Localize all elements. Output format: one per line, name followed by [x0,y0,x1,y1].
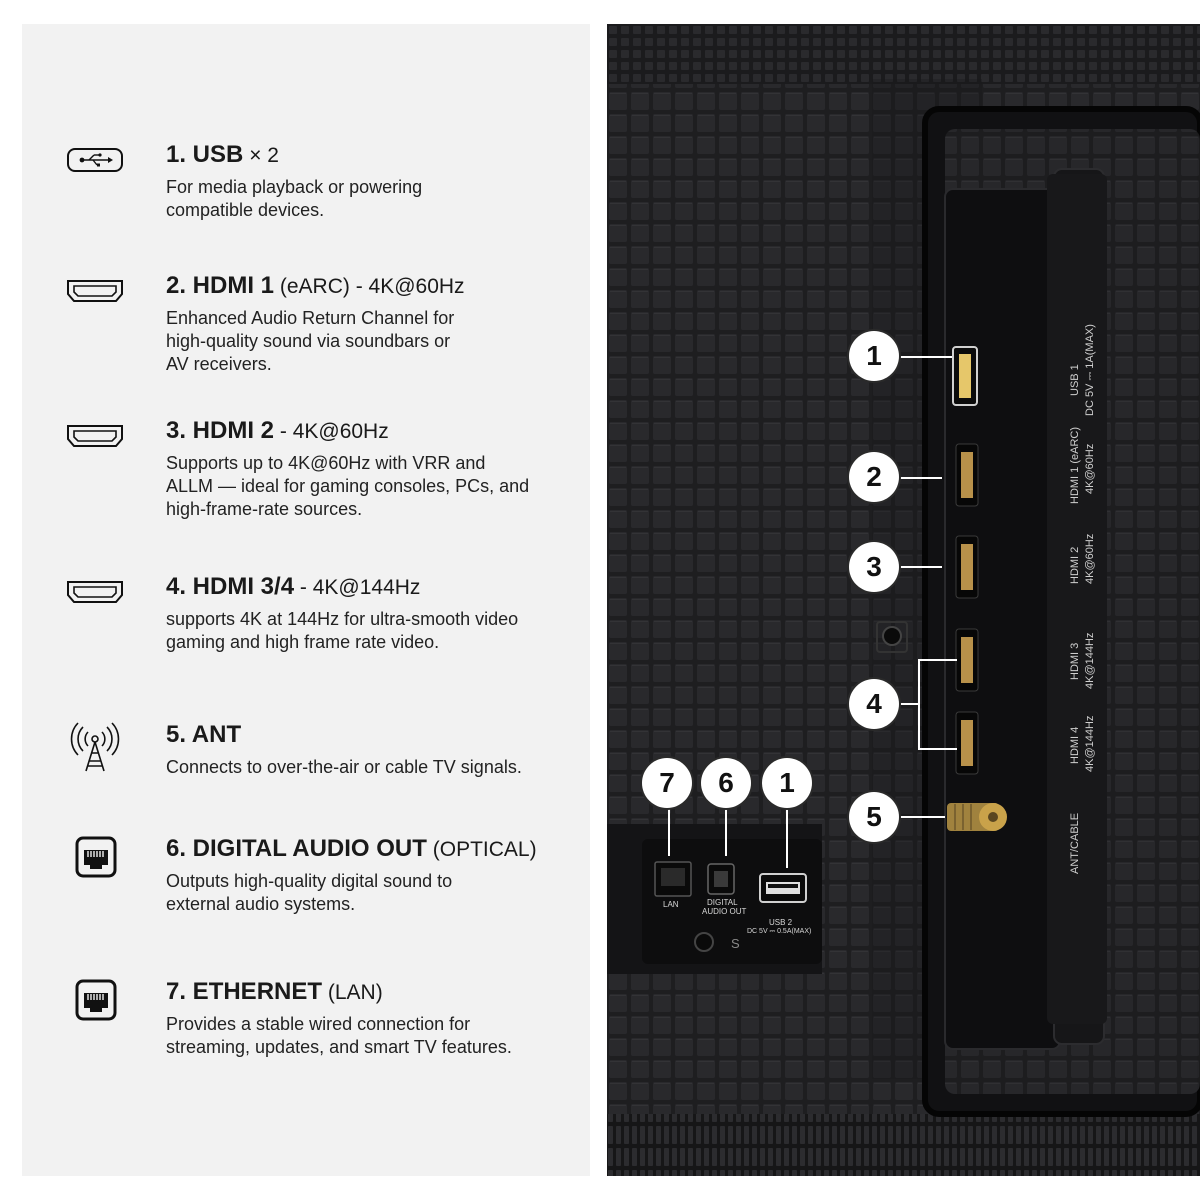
label-usb2-power: DC 5V ⎓ 0.5A(MAX) [747,928,812,935]
usb-icon [64,141,126,181]
callout-7: 7 [642,758,692,808]
label-hdmi1-spec: 4K@60Hz [1084,443,1096,494]
label-hdmi1: HDMI 1 (eARC) [1069,426,1081,504]
ant-connector [947,803,1007,831]
spec-desc-line: streaming, updates, and smart TV features. [166,1037,512,1057]
ethernet-port-icon [64,978,126,1022]
callout-1-usb2: 1 [762,758,812,808]
spec-desc-line: Supports up to 4K@60Hz with VRR and [166,453,486,473]
spec-title: 6. DIGITAL AUDIO OUT [166,835,427,862]
label-hdmi3-spec: 4K@144Hz [1084,632,1096,689]
spec-title-sub: (eARC) - 4K@60Hz [274,275,465,298]
label-hdmi2-spec: 4K@60Hz [1084,533,1096,584]
spec-title-sub: × 2 [243,144,279,167]
hdmi-icon [64,417,126,457]
spec-desc-line: supports 4K at 144Hz for ultra-smooth video [166,609,519,629]
spec-desc-line: compatible devices. [166,200,325,220]
antenna-icon [64,721,126,775]
spec-desc-line: Provides a stable wired connection for [166,1014,471,1034]
spec-desc-line: Enhanced Audio Return Channel for [166,308,455,328]
spec-title: 2. HDMI 1 [166,272,275,299]
spec-desc-line: For media playback or powering [166,177,423,197]
spec-title: 3. HDMI 2 [166,417,275,444]
hdmi-icon [64,272,126,312]
label-audio-out: AUDIO OUT [702,907,747,916]
spec-title-sub: - 4K@60Hz [274,420,389,443]
spec-desc-line: ALLM — ideal for gaming consoles, PCs, and [166,476,530,496]
spec-title: 1. USB [166,141,244,168]
spec-title-sub: (LAN) [322,981,383,1004]
ethernet-port-icon [64,835,126,879]
label-ant: ANT/CABLE [1069,812,1081,874]
spec-title-sub: (OPTICAL) [426,838,537,861]
tv-back-panel [607,24,1200,1176]
spec-title: 7. ETHERNET [166,978,323,1005]
label-usb2: USB 2 [769,918,793,927]
callout-1: 1 [849,331,899,381]
spec-desc-line: AV receivers. [166,354,272,374]
spec-desc-line: gaming and high frame rate video. [166,632,440,652]
label-hdmi4: HDMI 4 [1069,726,1081,764]
label-s-mark: S [731,936,740,951]
spec-desc-line: high-quality sound via soundbars or [166,331,451,351]
label-digital: DIGITAL [707,898,738,907]
label-lan: LAN [663,900,679,909]
callout-2: 2 [849,452,899,502]
callout-4: 4 [849,679,899,729]
callout-6: 6 [701,758,751,808]
spec-title: 4. HDMI 3/4 [166,573,295,600]
spec-panel [22,24,590,1176]
spec-desc-line: Connects to over-the-air or cable TV signals. [166,757,522,777]
spec-title-sub: - 4K@144Hz [294,576,421,599]
spec-desc-line: external audio systems. [166,894,356,914]
tv-back-texture [607,24,1200,1176]
spec-title: 5. ANT [166,721,242,748]
callout-3: 3 [849,542,899,592]
spec-desc-line: high-frame-rate sources. [166,499,363,519]
label-hdmi4-spec: 4K@144Hz [1084,715,1096,772]
hdmi-icon [64,573,126,613]
callout-5: 5 [849,792,899,842]
label-hdmi2: HDMI 2 [1069,546,1081,584]
label-usb1: USB 1 [1069,364,1081,396]
label-usb1-power: DC 5V ⎓ 1A(MAX) [1084,324,1096,416]
spec-desc-line: Outputs high-quality digital sound to [166,871,453,891]
label-hdmi3: HDMI 3 [1069,642,1081,680]
